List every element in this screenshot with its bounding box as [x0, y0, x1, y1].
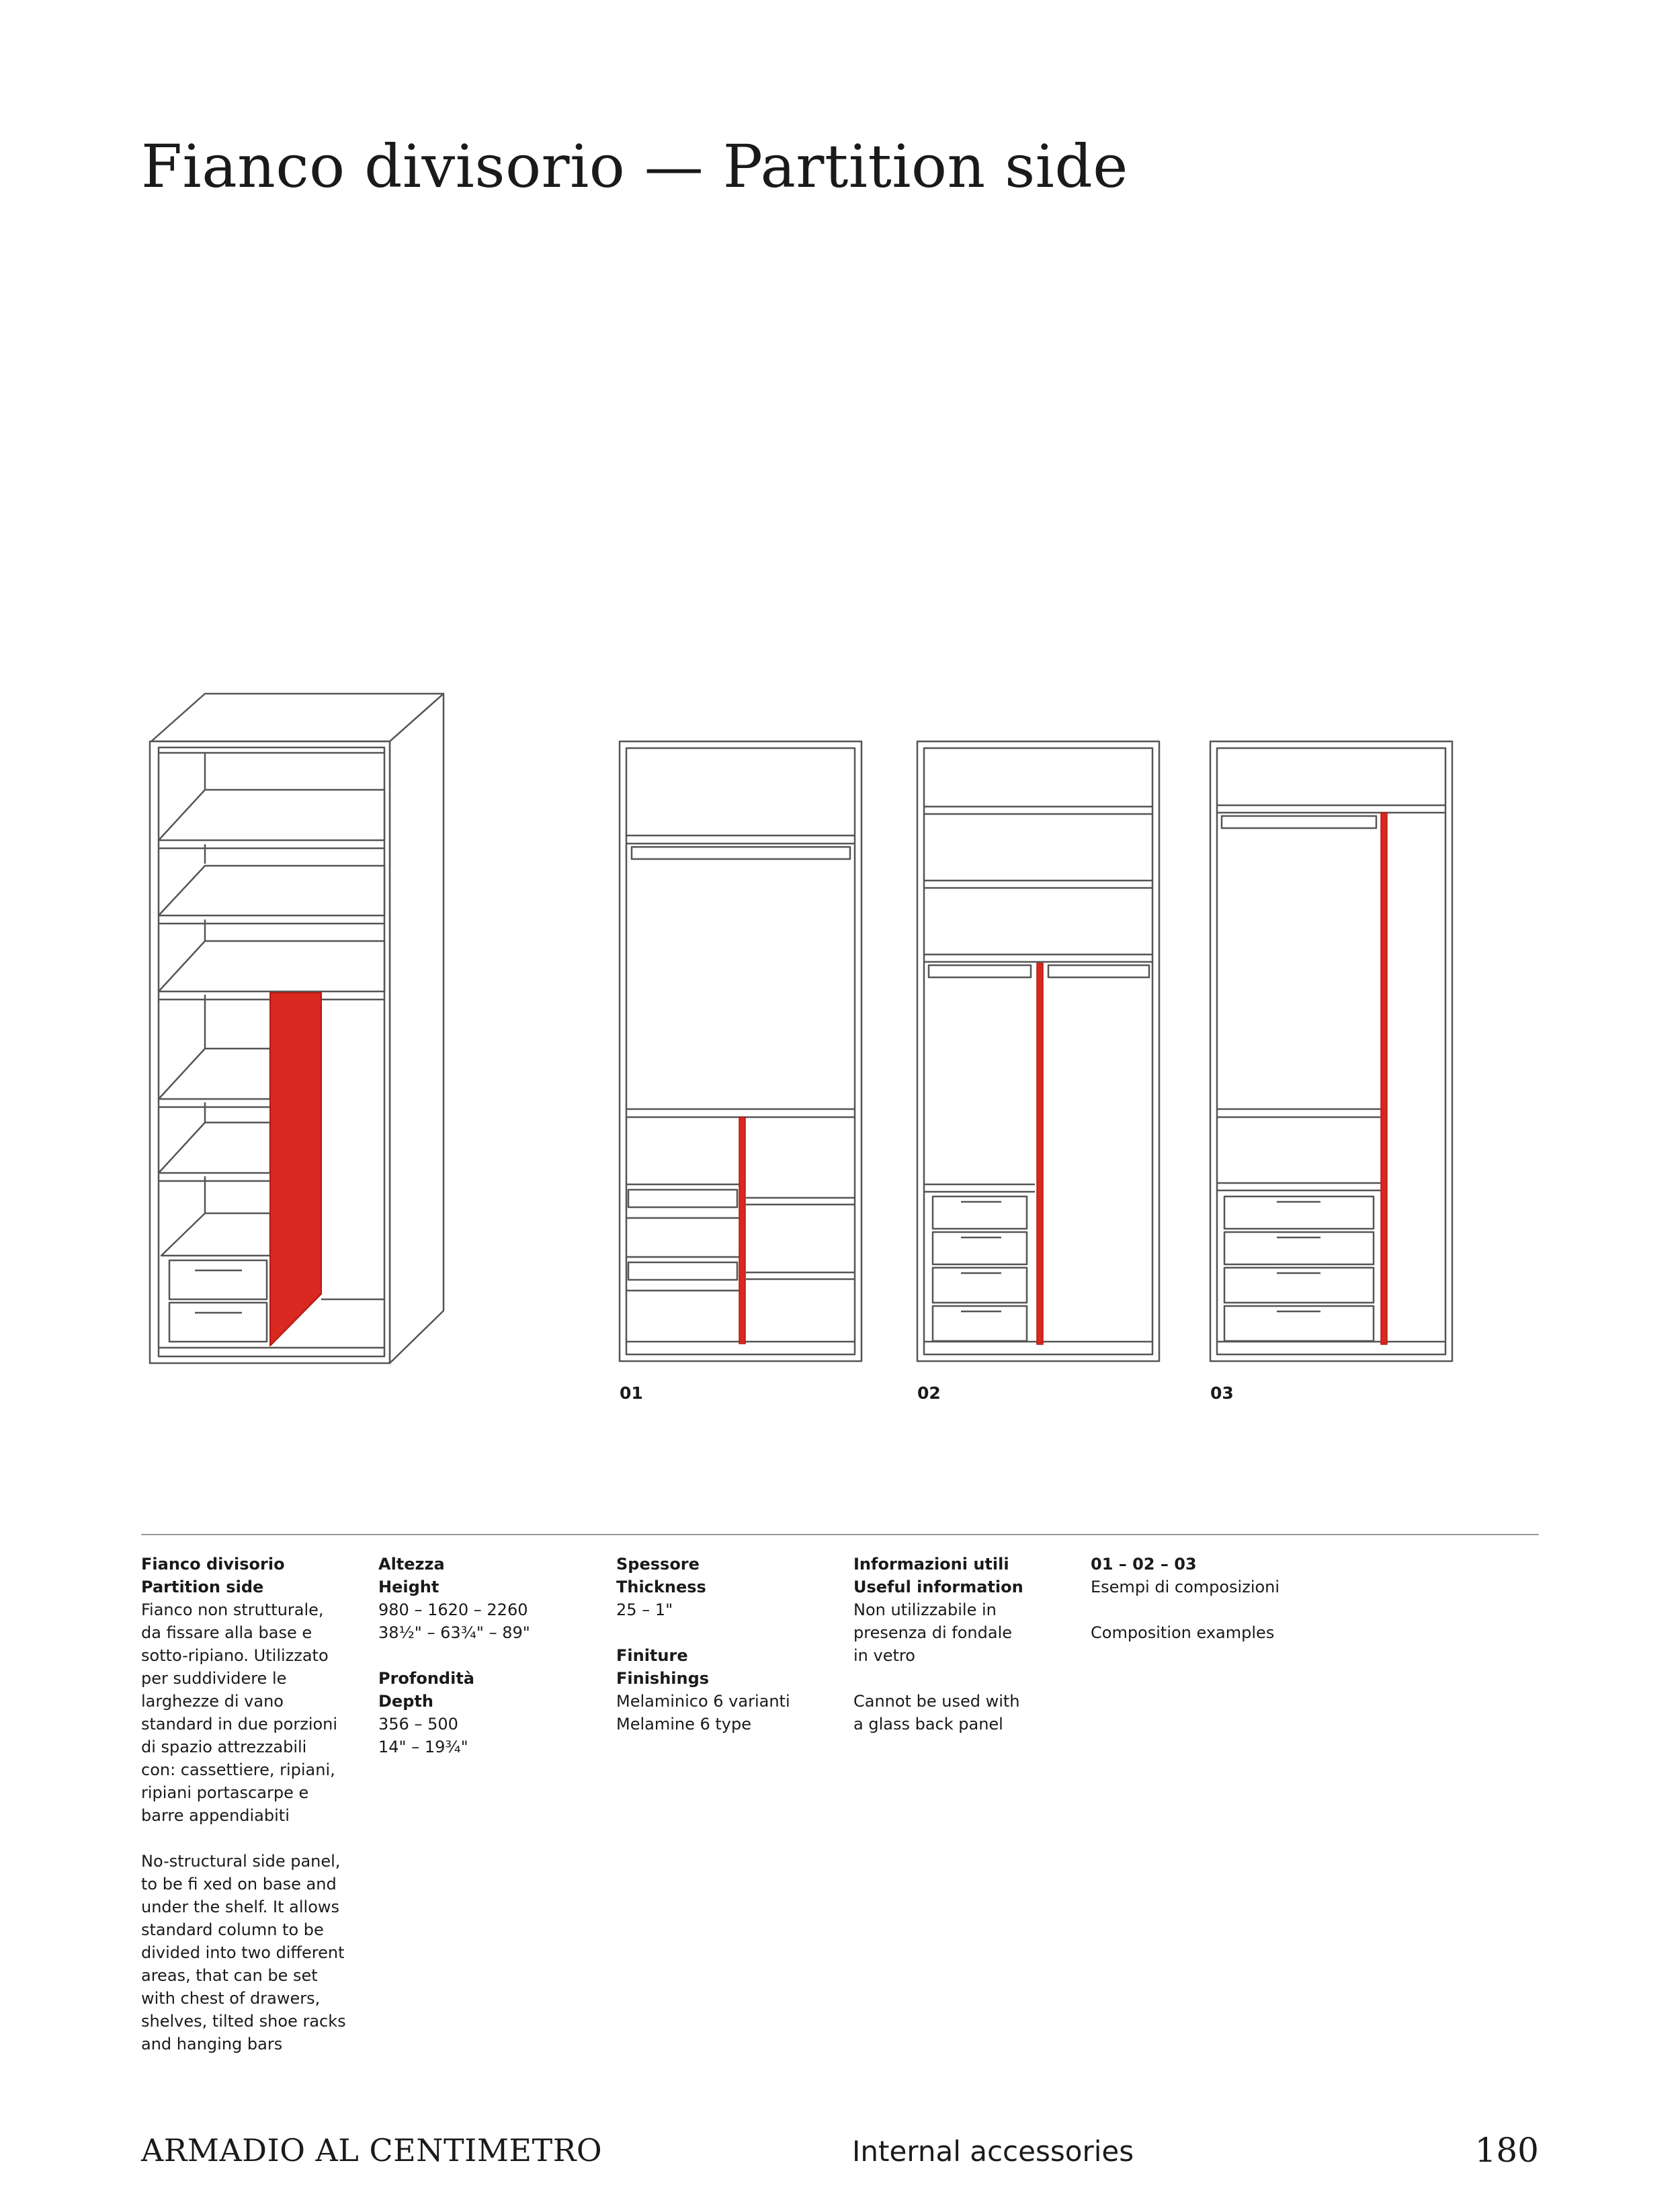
page-title: Fianco divisorio — Partition side	[141, 132, 1128, 201]
finish-value-en: Melamine 6 type	[616, 1715, 752, 1734]
depth-label-it: Profondità	[378, 1669, 475, 1688]
spec-column-description	[141, 1553, 363, 2055]
examples-text-en: Composition examples	[1091, 1623, 1275, 1642]
depth-value-in: 14" – 19¾"	[378, 1738, 468, 1756]
height-value-in: 38½" – 63¾" – 89"	[378, 1623, 530, 1642]
partition-01	[739, 1117, 745, 1344]
height-label-en: Height	[378, 1578, 439, 1596]
caption-02: 02	[917, 1383, 941, 1403]
section-divider	[141, 1534, 1539, 1535]
finish-label-it: Finiture	[616, 1646, 688, 1665]
spec-column-examples	[1091, 1553, 1312, 1644]
partition-side-panel	[270, 993, 321, 1346]
thickness-value: 25 – 1"	[616, 1600, 673, 1619]
description-heading-en: Partition side	[141, 1578, 264, 1596]
spec-column-thickness	[616, 1553, 838, 1736]
info-text-it: Non utilizzabile in presenza di fondale in vetro	[853, 1600, 1013, 1665]
examples-text-it: Esempi di composizioni	[1091, 1578, 1280, 1596]
caption-01: 01	[620, 1383, 643, 1403]
depth-label-en: Depth	[378, 1692, 433, 1711]
height-value-mm: 980 – 1620 – 2260	[378, 1600, 528, 1619]
spec-column-info	[853, 1553, 1075, 1736]
info-text-en: Cannot be used with a glass back panel	[853, 1692, 1020, 1734]
composition-02-drawing	[917, 741, 1159, 1361]
composition-03-drawing	[1210, 741, 1452, 1361]
finish-value-it: Melaminico 6 varianti	[616, 1692, 790, 1711]
thickness-label-en: Thickness	[616, 1578, 706, 1596]
wardrobe-3d-illustration	[150, 694, 444, 1363]
finish-label-en: Finishings	[616, 1669, 710, 1688]
composition-01-drawing	[620, 741, 862, 1361]
caption-03: 03	[1210, 1383, 1234, 1403]
page-number: 180	[1474, 2131, 1539, 2170]
info-heading-en: Useful information	[853, 1578, 1023, 1596]
footer-section: Internal accessories	[852, 2135, 1134, 2168]
description-text-en: No-structural side panel, to be fi xed on base and under the shelf. It allows standard column to be divided into two different areas, that can be set with chest of drawers, shelves, tilted shoe racks and hanging bars	[141, 1852, 346, 2053]
partition-03	[1381, 813, 1387, 1344]
description-text-it: Fianco non strutturale, da fissare alla base e sotto-ripiano. Utilizzato per suddividere le larghezze di vano standard in due porzioni di spazio attrezzabili con: cassettiere, ripiani, ripiani portascarpe e barre appendiabiti	[141, 1600, 338, 1825]
footer-brand: ARMADIO AL CENTIMETRO	[141, 2132, 603, 2168]
depth-value-mm: 356 – 500	[378, 1715, 458, 1734]
description-heading-it: Fianco divisorio	[141, 1555, 285, 1574]
info-heading-it: Informazioni utili	[853, 1555, 1009, 1574]
thickness-label-it: Spessore	[616, 1555, 700, 1574]
partition-02	[1037, 963, 1043, 1344]
examples-heading: 01 – 02 – 03	[1091, 1555, 1197, 1574]
height-label-it: Altezza	[378, 1555, 445, 1574]
spec-column-dimensions	[378, 1553, 600, 1758]
